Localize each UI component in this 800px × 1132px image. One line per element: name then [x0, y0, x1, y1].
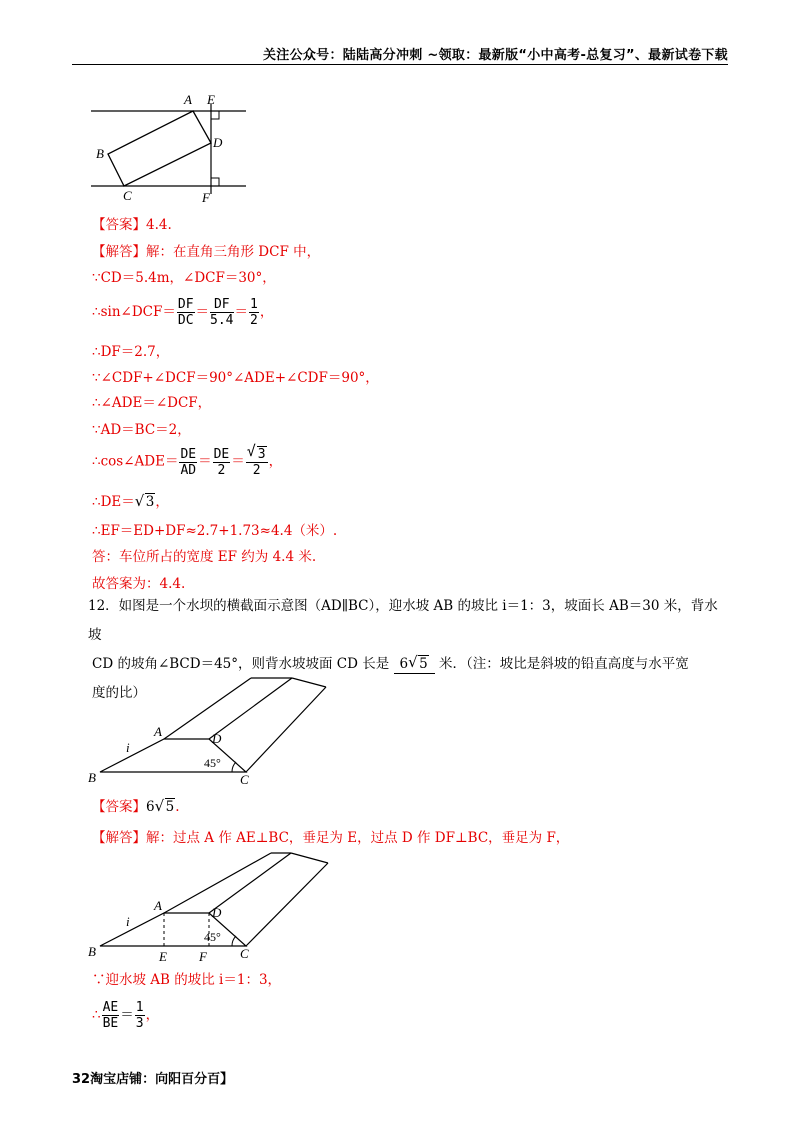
answer-11: 【答案】4.4. [92, 217, 172, 233]
label-B: B [88, 944, 96, 959]
solution-11-line6: ∴∠ADE＝∠DCF， [92, 395, 212, 411]
header-rule [72, 64, 728, 65]
fraction: √ $\frac{3}{2}$ [246, 446, 268, 478]
answer-12: 【答案】6√ 5. [92, 795, 179, 815]
solution-11-line3: ∴sin∠DCF＝ $\frac{DF}{DC}$ ＝ $\frac{DF}{5.4}$ ＝ $\frac{1}{2}$ ， [92, 297, 274, 328]
label-i: i [126, 740, 130, 755]
label-C: C [240, 772, 249, 787]
solution-11-line10: ∴EF＝ED+DF≈2.7+1.73≈4.4（米）. [92, 523, 338, 539]
page-footer: 32淘宝店铺：向阳百分百】 [72, 1072, 234, 1087]
page-header: 关注公众号：陆陆高分冲刺 ~领取：最新版“小中高考-总复习”、最新试卷下载 [262, 48, 728, 63]
label-B: B [88, 770, 96, 785]
label-A: A [184, 92, 192, 107]
fraction: $\frac{DE}{2}$ [213, 446, 230, 478]
fraction: $\frac{AE}{BE}$ [102, 1000, 119, 1031]
label-D: D [213, 135, 223, 150]
solution-11-line5: ∵∠CDF+∠DCF＝90°∠ADE+∠CDF＝90°， [92, 370, 379, 386]
solution-11-line11: 答：车位所占的宽度 EF 约为 4.4 米. [92, 549, 317, 565]
solution-11-line12: 故答案为：4.4. [92, 576, 186, 592]
fraction: $\frac{DE}{AD}$ [180, 446, 197, 478]
solution-11-line4: ∴DF＝2.7， [92, 344, 170, 360]
label-D: D [212, 731, 222, 746]
fraction: $\frac{1}{3}$ [135, 1000, 144, 1031]
solution-12-line1: 【解答】解：过点 A 作 AE⊥BC，垂足为 E，过点 D 作 DF⊥BC，垂足为 F， [92, 830, 570, 846]
figure-dam-cross-section [86, 670, 336, 790]
label-E: E [207, 92, 215, 107]
label-E: E [159, 949, 167, 964]
label-angle: 45° [204, 756, 221, 770]
label-F: F [202, 190, 210, 205]
solution-11-line9: ∴DE＝√ 3， [92, 490, 169, 510]
question-12: 12．如图是一个水坝的横截面示意图（AD∥BC），迎水坡 AB 的坡比 i＝1：3，坡面长 AB＝30 米，背水坡 CD 的坡角∠BCD＝45°，则背水坡坡面 CD 长是 6√ 5 米．（注：坡比是斜坡的铅直高度与水平宽 度的比） [88, 592, 728, 708]
label-F: F [199, 949, 207, 964]
fraction: $\frac{1}{2}$ [250, 297, 258, 328]
figure-rectangle-parallel-lines [88, 90, 258, 205]
label-A: A [154, 724, 162, 739]
solution-12-line3: ∴ $\frac{AE}{BE}$ ＝ $\frac{1}{3}$ ， [92, 1000, 160, 1031]
solution-12-line2: ∵迎水坡 AB 的坡比 i＝1：3， [92, 972, 282, 988]
solution-11-line1: 【解答】解：在直角三角形 DCF 中， [92, 244, 321, 260]
fraction: $\frac{DF}{DC}$ [177, 297, 194, 328]
figure-dam-with-perpendiculars [86, 845, 336, 967]
label-A: A [154, 898, 162, 913]
label-angle: 45° [204, 930, 221, 944]
solution-11-line2: ∵CD＝5.4m，∠DCF＝30°， [92, 270, 276, 286]
label-C: C [240, 946, 249, 961]
label-C: C [123, 188, 132, 203]
solution-11-line7: ∵AD＝BC＝2， [92, 422, 191, 438]
sqrt: √ 3 [135, 494, 156, 510]
answer-blank: 6√ 5 [394, 655, 435, 674]
label-D: D [212, 905, 222, 920]
fraction: $\frac{DF}{5.4}$ [210, 297, 234, 328]
solution-11-line8: ∴cos∠ADE＝ $\frac{DE}{AD}$ ＝ $\frac{DE}{2}$ ＝ √ $\frac{3}{2}$ ， [92, 446, 282, 478]
label-i: i [126, 914, 130, 929]
label-B: B [96, 146, 104, 161]
